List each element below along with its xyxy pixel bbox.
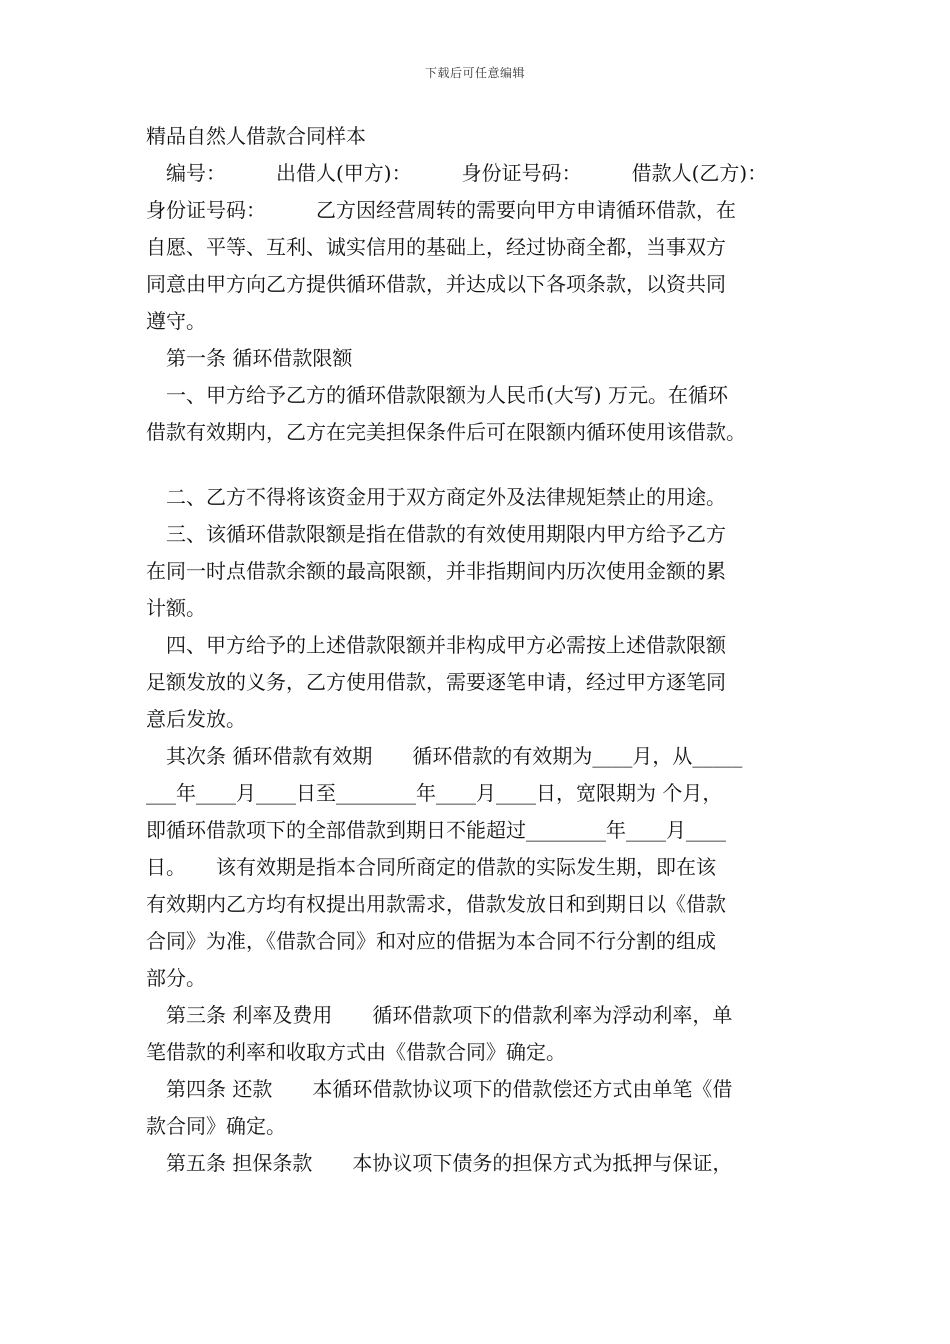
text-line: 身份证号码： 乙方因经营周转的需要向甲方申请循环借款，在 [146,198,736,222]
text-line: 自愿、平等、互利、诚实信用的基础上，经过协商全都，当事双方 [146,235,726,259]
text-line: 合同》为准，《借款合同》和对应的借据为本合同不行分割的组成 [146,929,716,953]
text-line: 第四条 还款 本循环借款协议项下的借款偿还方式由单笔《借 [146,1077,733,1101]
text-line: 其次条 循环借款有效期 循环借款的有效期为____月，从_____ [146,744,743,768]
text-line: 即循环借款项下的全部借款到期日不能超过________年____月____ [146,818,726,842]
text-line: ___年____月____日至________年____月____日，宽限期为 个月， [146,781,723,805]
text-line: 第三条 利率及费用 循环借款项下的借款利率为浮动利率，单 [146,1003,733,1027]
page-header: 下载后可任意编辑 [424,66,525,80]
document-title: 精品自然人借款合同样本 [146,124,366,148]
text-line: 足额发放的义务，乙方使用借款，需要逐笔申请，经过甲方逐笔同 [146,670,726,694]
text-line: 笔借款的利率和收取方式由《借款合同》确定。 [146,1040,566,1064]
text-line: 借款有效期内，乙方在完美担保条件后可在限额内循环使用该借款。 [146,420,746,444]
text-line: 二、乙方不得将该资金用于双方商定外及法律规矩禁止的用途。 [146,485,726,509]
text-line: 款合同》确定。 [146,1114,286,1138]
text-line: 三、该循环借款限额是指在借款的有效使用期限内甲方给予乙方 [146,522,726,546]
text-line: 第五条 担保条款 本协议项下债务的担保方式为抵押与保证， [146,1151,733,1175]
text-line: 同意由甲方向乙方提供循环借款，并达成以下各项条款，以资共同 [146,272,726,296]
text-line: 编号： 出借人(甲方)： 身份证号码： 借款人(乙方)： [146,161,768,185]
text-line: 四、甲方给予的上述借款限额并非构成甲方必需按上述借款限额 [146,633,726,657]
paragraph-gap [146,451,811,479]
text-line: 在同一时点借款余额的最高限额，并非指期间内历次使用金额的累 [146,559,726,583]
text-line: 有效期内乙方均有权提出用款需求，借款发放日和到期日以《借款 [146,892,726,916]
text-line: 部分。 [146,966,206,990]
text-line: 计额。 [146,596,206,620]
text-line: 一、甲方给予乙方的循环借款限额为人民币(大写) 万元。在循环 [146,383,728,407]
text-line: 日。 该有效期是指本合同所商定的借款的实际发生期，即在该 [146,855,716,879]
document-body [146,118,811,1182]
text-line: 遵守。 [146,309,206,333]
text-line: 意后发放。 [146,707,246,731]
text-line: 第一条 循环借款限额 [146,346,353,370]
